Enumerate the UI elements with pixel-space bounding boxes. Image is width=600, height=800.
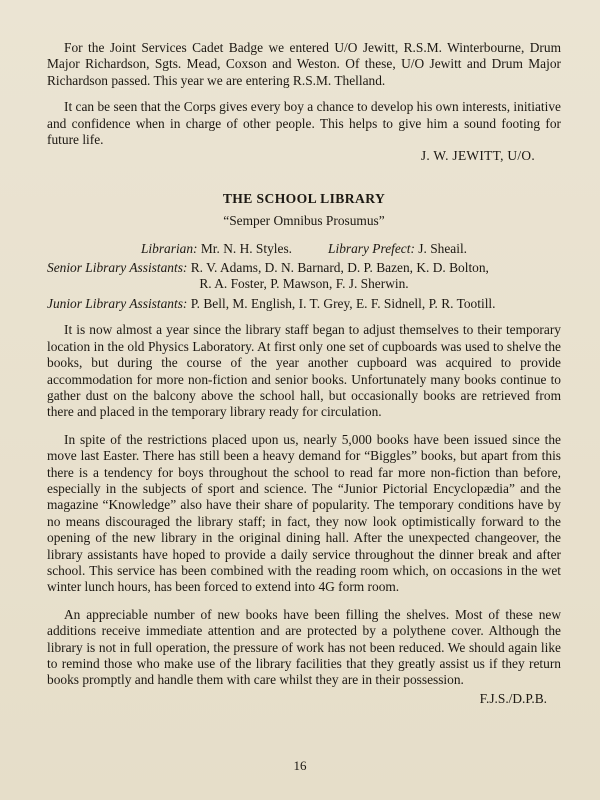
senior-assistants-label: Senior Library Assistants: (47, 260, 188, 276)
library-motto: “Semper Omnibus Prosumus” (223, 213, 385, 229)
junior-assistants-label: Junior Library Assistants: (47, 295, 188, 311)
librarian-name: Mr. N. H. Styles. (197, 240, 293, 256)
senior-assistants-names-1: R. V. Adams, D. N. Barnard, D. P. Bazen, K. D. Bolton, (187, 260, 489, 276)
librarian-label: Librarian: (140, 240, 198, 256)
cadet-signature: J. W. JEWITT, U/O. (420, 148, 535, 164)
senior-assistants-names-2: R. A. Foster, P. Mawson, F. J. Sherwin. (199, 276, 409, 292)
library-paragraph-2: In spite of the restrictions placed upon us, nearly 5,000 books have been issued since the move last Easter. There has still been a heavy demand for “Biggles” books, but apart from this there is a tendency for boys throughout the school to read far more non-fiction than before, especially in the subjects of sport and science. The “Junior Pictorial Encyclopædia” and the magazine “Knowledge” also have their share of popularity. The temporary conditions have by no means discouraged the library staff; in fact, they now look optimistically forward to the opening of the new library in the original dining hall. After the unexpected changeover, the library assistants have hoped to provide a daily service throughout the dinner break and after school. This service has been combined with the reading room which, on occasions in the wet winter lunch hours, has been forced to extend into 4G form room. (47, 431, 561, 595)
library-signature: F.J.S./D.P.B. (479, 690, 547, 706)
junior-assistants-line (47, 296, 561, 312)
cadet-paragraph-1: For the Joint Services Cadet Badge we entered U/O Jewitt, R.S.M. Winterbourne, Drum Major Richardson, Sgts. Mead, Coxson and Weston. Of these, U/O Jewitt and Drum Major Richardson passed. This year we are entering R.S.M. Thelland. (47, 40, 561, 88)
library-paragraph-1: It is now almost a year since the library staff began to adjust themselves to their temporary location in the old Physics Laboratory. At first only one set of cupboards was used to shelve the books, but during the course of the year another cupboard was acquired to provide accommodation for more non-fiction and senior books. Unfortunately many books continue to gather dust on the balcony above the school hall, but occasionally books are retrieved from there and placed in the temporary library ready for circulation. (47, 322, 561, 420)
page-content (47, 40, 561, 707)
prefect-label: Library Prefect: (328, 240, 415, 256)
senior-assistants-line (47, 260, 561, 276)
junior-assistants-names: P. Bell, M. English, I. T. Grey, E. F. Sidnell, P. R. Tootill. (187, 295, 496, 311)
cadet-paragraph-2: It can be seen that the Corps gives every boy a chance to develop his own interests, initiative and confidence when in charge of other people. This helps to give him a sound footing for future life. (47, 99, 561, 148)
library-paragraph-3: An appreciable number of new books have been filling the shelves. Most of these new additions receive immediate attention and are protected by a polythene cover. Although the library is not in full operation, the pressure of work has not been reduced. We should again like to remind those who make use of the library facilities that they greatly assist us if they return books promptly and handle them with care whilst they are in their possession. (47, 606, 561, 688)
prefect-name: J. Sheail. (414, 240, 468, 256)
library-staff-line (47, 241, 561, 257)
library-section-title: THE SCHOOL LIBRARY (222, 190, 386, 206)
page-number: 16 (293, 758, 307, 773)
